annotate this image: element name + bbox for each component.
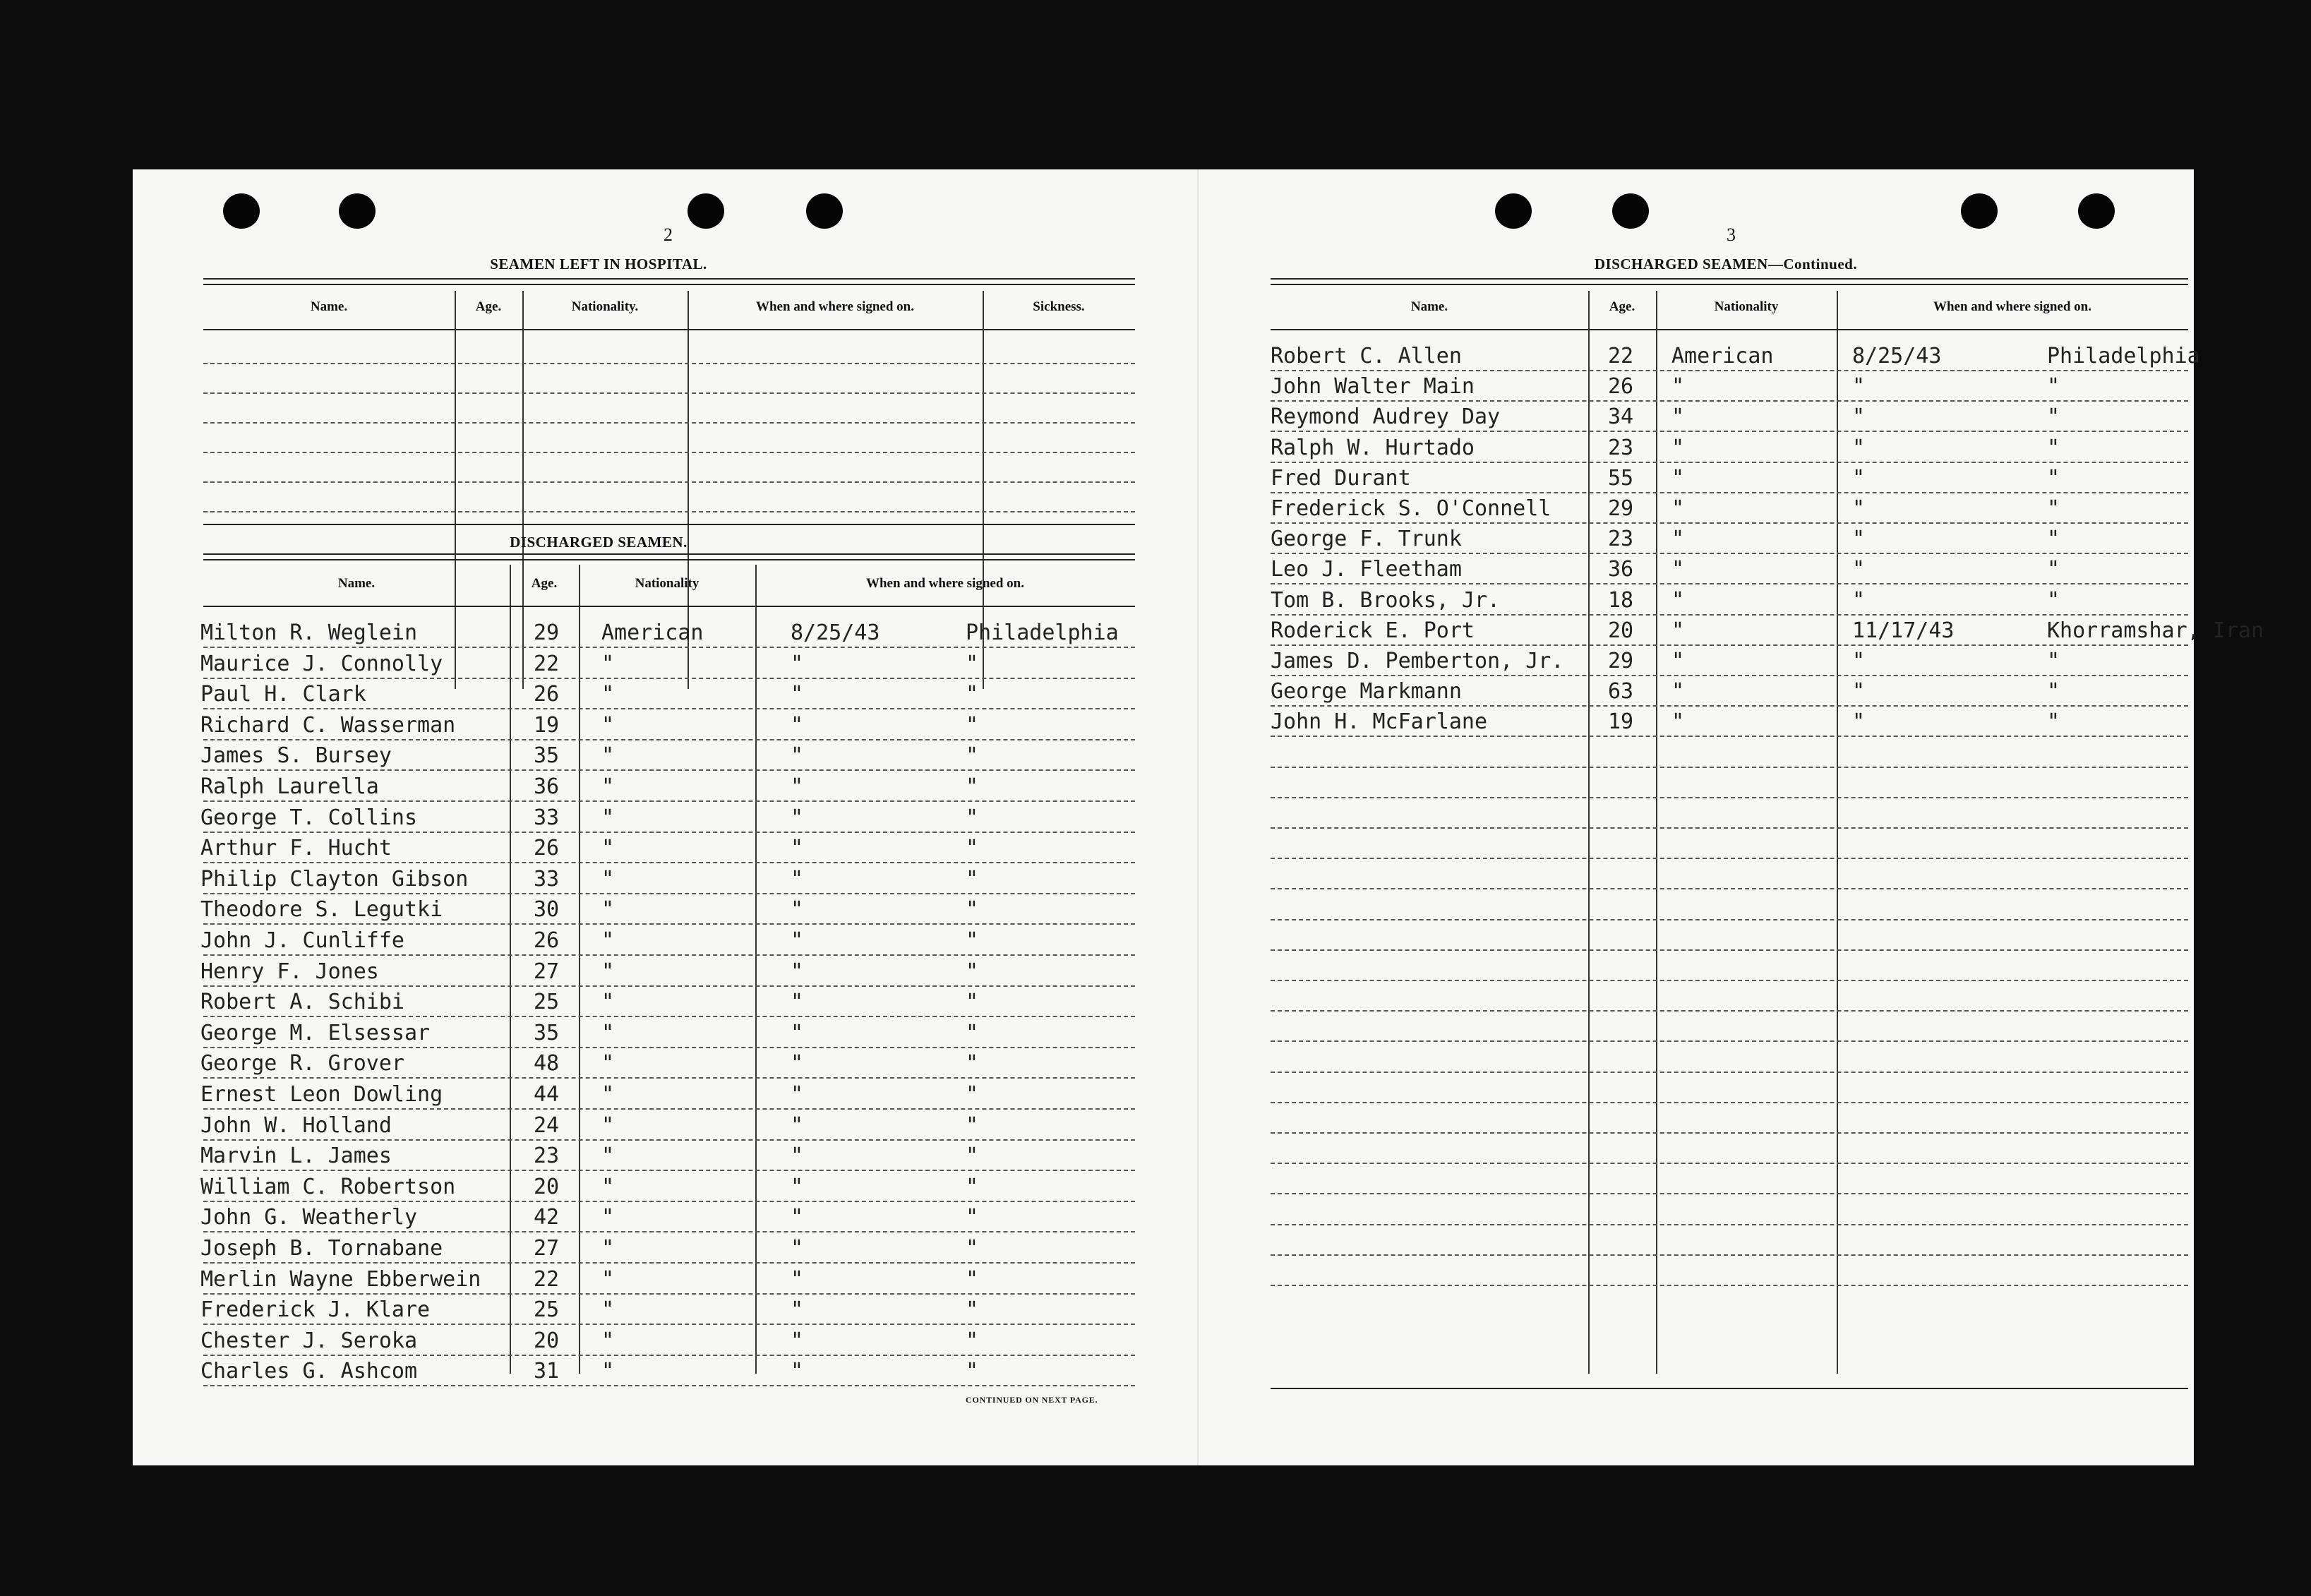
seaman-age: 26 <box>534 836 560 861</box>
row-line <box>203 1293 1135 1295</box>
discharged-header-nationality: Nationality <box>635 576 700 591</box>
row-line <box>1271 400 2188 402</box>
row-line <box>1271 462 2188 463</box>
signed-on-place: " <box>2047 496 2060 521</box>
signed-on-place: " <box>2047 374 2060 400</box>
seaman-age: 29 <box>1608 649 1634 673</box>
seaman-name: Philip Clayton Gibson <box>200 866 469 892</box>
discharged-header-name: Name. <box>337 576 376 591</box>
discharged-header-rule <box>203 606 1135 607</box>
signed-on-date: 11/17/43 <box>1852 618 1955 643</box>
seaman-age: 35 <box>534 1020 560 1045</box>
row-line <box>203 985 1135 987</box>
signed-on-place: " <box>2047 435 2060 460</box>
seaman-nationality: " <box>601 1266 615 1292</box>
right-header-nationality: Nationality <box>1714 299 1779 314</box>
discharged-col-divider <box>755 565 757 1374</box>
hospital-empty-row <box>203 422 1135 424</box>
row-line <box>1271 553 2188 554</box>
seaman-age: 33 <box>534 805 560 830</box>
seaman-age: 35 <box>534 743 560 769</box>
empty-row-line <box>1271 1193 2188 1194</box>
seaman-name: James D. Pemberton, Jr. <box>1271 649 1564 673</box>
hospital-top-rule <box>203 278 1135 285</box>
row-line <box>203 1355 1135 1356</box>
seaman-nationality: " <box>601 836 615 861</box>
seaman-age: 26 <box>534 682 560 707</box>
row-line <box>1271 370 2188 371</box>
seaman-age: 55 <box>1608 465 1634 491</box>
hospital-header-name: Name. <box>310 299 348 314</box>
right-col-divider <box>1837 291 1838 1374</box>
seaman-nationality: " <box>1671 587 1685 613</box>
hospital-col-divider <box>522 291 524 689</box>
hospital-empty-row <box>203 481 1135 483</box>
seaman-name: George M. Elsessar <box>200 1020 431 1045</box>
signed-on-place: " <box>2047 527 2060 552</box>
discharged-col-divider <box>579 565 580 1374</box>
signed-on-place: Philadelphia <box>2047 344 2200 368</box>
seaman-nationality: " <box>1671 465 1685 491</box>
signed-on-place: " <box>966 1266 979 1292</box>
signed-on-date: " <box>791 1020 804 1045</box>
signed-on-date: " <box>791 866 804 892</box>
hospital-empty-row <box>203 452 1135 453</box>
seaman-nationality: " <box>601 1144 615 1169</box>
seaman-age: 23 <box>534 1144 560 1169</box>
seaman-age: 23 <box>1608 527 1634 552</box>
seaman-age: 36 <box>1608 557 1634 582</box>
seaman-nationality: " <box>1671 374 1685 400</box>
row-line <box>203 1139 1135 1141</box>
seaman-name: George F. Trunk <box>1271 527 1462 552</box>
seaman-age: 19 <box>534 712 560 738</box>
row-line <box>1271 492 2188 493</box>
signed-on-place: " <box>966 1174 979 1199</box>
seaman-age: 31 <box>534 1359 560 1384</box>
row-line <box>203 862 1135 863</box>
signed-on-place: " <box>966 836 979 861</box>
signed-on-date: " <box>791 1082 804 1107</box>
signed-on-date: " <box>1852 587 1866 613</box>
seaman-age: 19 <box>1608 709 1634 735</box>
signed-on-place: " <box>966 897 979 923</box>
right-header-age: Age. <box>1609 299 1635 314</box>
signed-on-date: " <box>1852 709 1866 735</box>
seaman-nationality: " <box>1671 435 1685 460</box>
row-line <box>203 1201 1135 1202</box>
row-line <box>203 1077 1135 1079</box>
seaman-name: Ralph Laurella <box>200 774 379 799</box>
empty-row-line <box>1271 1072 2188 1073</box>
signed-on-place: " <box>966 866 979 892</box>
seaman-name: William C. Robertson <box>200 1174 456 1199</box>
signed-on-date: " <box>791 1328 804 1353</box>
seaman-name: Richard C. Wasserman <box>200 712 456 738</box>
seaman-name: Joseph B. Tornabane <box>200 1236 443 1261</box>
signed-on-place: " <box>966 1328 979 1353</box>
row-line <box>203 1170 1135 1171</box>
signed-on-date: " <box>791 990 804 1015</box>
punch-hole <box>339 193 376 229</box>
hospital-empty-row <box>203 392 1135 394</box>
row-line <box>203 1385 1135 1386</box>
signed-on-date: " <box>1852 435 1866 460</box>
row-line <box>1271 736 2188 737</box>
empty-row-line <box>1271 858 2188 859</box>
signed-on-date: " <box>1852 374 1866 400</box>
seaman-name: Charles G. Ashcom <box>200 1359 418 1384</box>
punch-hole <box>1495 193 1532 229</box>
signed-on-date: " <box>1852 465 1866 491</box>
seaman-age: 20 <box>1608 618 1634 643</box>
seaman-name: Henry F. Jones <box>200 959 379 984</box>
discharged-header-signed-on: When and where signed on. <box>865 576 1024 591</box>
signed-on-date: " <box>1852 496 1866 521</box>
seaman-nationality: " <box>601 651 615 676</box>
seaman-age: 34 <box>1608 404 1634 430</box>
signed-on-place: " <box>966 712 979 738</box>
signed-on-date: " <box>791 743 804 769</box>
punch-hole <box>688 193 724 229</box>
row-line <box>203 1108 1135 1110</box>
empty-row-line <box>1271 1102 2188 1103</box>
seaman-nationality: " <box>601 682 615 707</box>
seaman-nationality: " <box>601 1174 615 1199</box>
signed-on-place: " <box>966 651 979 676</box>
signed-on-place: " <box>2047 587 2060 613</box>
hospital-header-signed-on: When and where signed on. <box>755 299 914 314</box>
row-line <box>203 1231 1135 1232</box>
row-line <box>1271 614 2188 616</box>
seaman-name: George R. Grover <box>200 1051 404 1076</box>
signed-on-place: " <box>966 1297 979 1323</box>
seaman-age: 33 <box>534 866 560 892</box>
seaman-name: Frederick J. Klare <box>200 1297 431 1323</box>
seaman-nationality: " <box>601 866 615 892</box>
seaman-age: 29 <box>1608 496 1634 521</box>
signed-on-place: " <box>966 990 979 1015</box>
seaman-name: George T. Collins <box>200 805 418 830</box>
row-line <box>1271 675 2188 676</box>
hospital-header-nationality: Nationality. <box>571 299 639 314</box>
seaman-name: Paul H. Clark <box>200 682 366 707</box>
signed-on-place: " <box>2047 649 2060 673</box>
discharged-header-age: Age. <box>531 576 558 591</box>
seaman-nationality: " <box>601 1328 615 1353</box>
continued-note: CONTINUED ON NEXT PAGE. <box>966 1395 1098 1405</box>
signed-on-place: " <box>966 1144 979 1169</box>
row-line <box>1271 431 2188 432</box>
seaman-nationality: " <box>601 1205 615 1230</box>
seaman-name: Robert C. Allen <box>1271 344 1462 368</box>
signed-on-date: " <box>791 1359 804 1384</box>
punch-hole <box>223 193 260 229</box>
signed-on-date: " <box>791 1266 804 1292</box>
seaman-nationality: " <box>1671 557 1685 582</box>
seaman-nationality: " <box>601 1082 615 1107</box>
signed-on-date: " <box>791 774 804 799</box>
signed-on-place: Philadelphia <box>966 620 1119 645</box>
seaman-nationality: American <box>1671 344 1774 368</box>
signed-on-date: " <box>791 1112 804 1138</box>
signed-on-date: 8/25/43 <box>791 620 880 645</box>
seaman-nationality: " <box>1671 618 1685 643</box>
seaman-age: 25 <box>534 1297 560 1323</box>
seaman-name: Ernest Leon Dowling <box>200 1082 443 1107</box>
row-line <box>203 1016 1135 1017</box>
empty-row-line <box>1271 1285 2188 1286</box>
right-page-number: 3 <box>1727 224 1736 245</box>
row-line <box>1271 644 2188 646</box>
seaman-nationality: " <box>1671 679 1685 704</box>
signed-on-place: " <box>2047 404 2060 430</box>
hospital-bottom-rule <box>203 524 1135 525</box>
seaman-age: 23 <box>1608 435 1634 460</box>
seaman-nationality: " <box>601 805 615 830</box>
seaman-name: Robert A. Schibi <box>200 990 404 1015</box>
row-line <box>203 893 1135 894</box>
hospital-empty-row <box>203 363 1135 364</box>
seaman-name: John Walter Main <box>1271 374 1475 400</box>
seaman-nationality: American <box>601 620 704 645</box>
seaman-nationality: " <box>1671 709 1685 735</box>
right-header-signed-on: When and where signed on. <box>1933 299 2091 314</box>
signed-on-place: " <box>966 682 979 707</box>
row-line <box>203 678 1135 679</box>
signed-on-place: " <box>966 805 979 830</box>
empty-row-line <box>1271 1132 2188 1134</box>
seaman-name: Merlin Wayne Ebberwein <box>200 1266 481 1292</box>
signed-on-place: " <box>966 1236 979 1261</box>
seaman-age: 22 <box>534 651 560 676</box>
seaman-nationality: " <box>601 1359 615 1384</box>
empty-row-line <box>1271 1224 2188 1225</box>
seaman-age: 29 <box>534 620 560 645</box>
seaman-age: 20 <box>534 1328 560 1353</box>
right-col-divider <box>1588 291 1590 1374</box>
signed-on-date: " <box>791 1236 804 1261</box>
signed-on-place: " <box>966 743 979 769</box>
signed-on-place: " <box>966 1205 979 1230</box>
signed-on-date: " <box>791 651 804 676</box>
seaman-nationality: " <box>601 743 615 769</box>
seaman-nationality: " <box>601 712 615 738</box>
discharged-top-rule <box>203 553 1135 560</box>
empty-row-line <box>1271 888 2188 889</box>
signed-on-date: " <box>1852 404 1866 430</box>
signed-on-date: " <box>791 1144 804 1169</box>
seaman-name: Marvin L. James <box>200 1144 392 1169</box>
ledger-spread <box>133 169 2264 1465</box>
signed-on-place: " <box>2047 709 2060 735</box>
hospital-empty-row <box>203 511 1135 512</box>
seaman-nationality: " <box>601 774 615 799</box>
seaman-age: 24 <box>534 1112 560 1138</box>
signed-on-place: " <box>966 959 979 984</box>
signed-on-date: " <box>791 1297 804 1323</box>
signed-on-place: " <box>2047 679 2060 704</box>
row-line <box>1271 583 2188 584</box>
seaman-name: John W. Holland <box>200 1112 392 1138</box>
seaman-nationality: " <box>1671 527 1685 552</box>
signed-on-place: " <box>966 1051 979 1076</box>
seaman-age: 44 <box>534 1082 560 1107</box>
seaman-name: Arthur F. Hucht <box>200 836 392 861</box>
seaman-nationality: " <box>601 1051 615 1076</box>
empty-row-line <box>1271 1010 2188 1012</box>
signed-on-date: " <box>791 682 804 707</box>
signed-on-place: " <box>2047 557 2060 582</box>
left-page-number: 2 <box>664 224 673 245</box>
empty-row-line <box>1271 767 2188 768</box>
seaman-name: Ralph W. Hurtado <box>1271 435 1475 460</box>
signed-on-date: " <box>1852 527 1866 552</box>
seaman-name: Theodore S. Legutki <box>200 897 443 923</box>
seaman-nationality: " <box>601 1297 615 1323</box>
seaman-name: Maurice J. Connolly <box>200 651 443 676</box>
seaman-nationality: " <box>601 897 615 923</box>
empty-row-line <box>1271 1163 2188 1164</box>
seaman-name: Roderick E. Port <box>1271 618 1475 643</box>
signed-on-date: 8/25/43 <box>1852 344 1942 368</box>
seaman-nationality: " <box>601 1020 615 1045</box>
punch-hole <box>1612 193 1649 229</box>
signed-on-date: " <box>791 836 804 861</box>
seaman-name: Reymond Audrey Day <box>1271 404 1501 430</box>
signed-on-place: " <box>966 928 979 953</box>
seaman-nationality: " <box>601 1236 615 1261</box>
seaman-age: 20 <box>534 1174 560 1199</box>
signed-on-place: " <box>966 1359 979 1384</box>
signed-on-place: " <box>2047 465 2060 491</box>
signed-on-date: " <box>791 897 804 923</box>
seaman-name: Milton R. Weglein <box>200 620 418 645</box>
seaman-name: James S. Bursey <box>200 743 392 769</box>
seaman-nationality: " <box>601 1112 615 1138</box>
row-line <box>203 800 1135 802</box>
right-header-rule <box>1271 329 2188 330</box>
hospital-header-sickness: Sickness. <box>1033 299 1085 314</box>
discharged-section-title: DISCHARGED SEAMEN. <box>510 534 688 551</box>
seaman-name: John G. Weatherly <box>200 1205 418 1230</box>
seaman-name: Chester J. Seroka <box>200 1328 418 1353</box>
seaman-name: John J. Cunliffe <box>200 928 404 953</box>
signed-on-date: " <box>791 1051 804 1076</box>
seaman-age: 26 <box>1608 374 1634 400</box>
empty-row-line <box>1271 919 2188 920</box>
seaman-nationality: " <box>1671 496 1685 521</box>
punch-hole <box>806 193 843 229</box>
seaman-age: 18 <box>1608 587 1634 613</box>
signed-on-place: " <box>966 1020 979 1045</box>
row-line <box>203 739 1135 740</box>
signed-on-place: Khorramshar, Iran <box>2047 618 2264 643</box>
signed-on-date: " <box>1852 679 1866 704</box>
signed-on-date: " <box>791 959 804 984</box>
hospital-header-rule <box>203 329 1135 330</box>
right-header-name: Name. <box>1410 299 1448 314</box>
row-line <box>203 923 1135 925</box>
row-line <box>203 1262 1135 1264</box>
page-fold <box>1197 169 1199 1465</box>
seaman-nationality: " <box>601 990 615 1015</box>
seaman-name: George Markmann <box>1271 679 1462 704</box>
seaman-name: John H. McFarlane <box>1271 709 1488 735</box>
discharged-col-divider <box>510 565 511 1374</box>
seaman-age: 42 <box>534 1205 560 1230</box>
seaman-name: Tom B. Brooks, Jr. <box>1271 587 1501 613</box>
row-line <box>203 1047 1135 1048</box>
signed-on-date: " <box>1852 557 1866 582</box>
seaman-nationality: " <box>601 928 615 953</box>
seaman-age: 48 <box>534 1051 560 1076</box>
row-line <box>203 708 1135 709</box>
signed-on-date: " <box>791 928 804 953</box>
seaman-age: 26 <box>534 928 560 953</box>
seaman-age: 30 <box>534 897 560 923</box>
empty-row-line <box>1271 1040 2188 1042</box>
row-line <box>1271 705 2188 707</box>
signed-on-date: " <box>1852 649 1866 673</box>
row-line <box>203 769 1135 771</box>
right-bottom-rule <box>1271 1388 2188 1389</box>
row-line <box>203 832 1135 833</box>
signed-on-date: " <box>791 805 804 830</box>
row-line <box>1271 522 2188 524</box>
hospital-section-title: SEAMEN LEFT IN HOSPITAL. <box>490 256 707 272</box>
punch-hole <box>1961 193 1998 229</box>
seaman-nationality: " <box>1671 649 1685 673</box>
row-line <box>203 1324 1135 1325</box>
hospital-col-divider <box>455 291 456 689</box>
seaman-name: Frederick S. O'Connell <box>1271 496 1551 521</box>
empty-row-line <box>1271 949 2188 951</box>
seaman-age: 36 <box>534 774 560 799</box>
empty-row-line <box>1271 827 2188 829</box>
seaman-age: 63 <box>1608 679 1634 704</box>
right-top-rule <box>1271 278 2188 285</box>
punch-hole <box>2078 193 2115 229</box>
row-line <box>203 954 1135 956</box>
seaman-age: 25 <box>534 990 560 1015</box>
seaman-age: 22 <box>1608 344 1634 368</box>
row-line <box>203 647 1135 648</box>
signed-on-date: " <box>791 1174 804 1199</box>
signed-on-place: " <box>966 1112 979 1138</box>
seaman-age: 22 <box>534 1266 560 1292</box>
signed-on-place: " <box>966 1082 979 1107</box>
hospital-header-age: Age. <box>475 299 502 314</box>
signed-on-date: " <box>791 712 804 738</box>
signed-on-place: " <box>966 774 979 799</box>
seaman-nationality: " <box>601 959 615 984</box>
seaman-age: 27 <box>534 1236 560 1261</box>
right-col-divider <box>1656 291 1657 1374</box>
seaman-age: 27 <box>534 959 560 984</box>
continued-section-title: DISCHARGED SEAMEN—Continued. <box>1594 256 1858 272</box>
empty-row-line <box>1271 1254 2188 1256</box>
empty-row-line <box>1271 797 2188 798</box>
seaman-name: Leo J. Fleetham <box>1271 557 1462 582</box>
empty-row-line <box>1271 980 2188 981</box>
seaman-nationality: " <box>1671 404 1685 430</box>
seaman-name: Fred Durant <box>1271 465 1411 491</box>
signed-on-date: " <box>791 1205 804 1230</box>
